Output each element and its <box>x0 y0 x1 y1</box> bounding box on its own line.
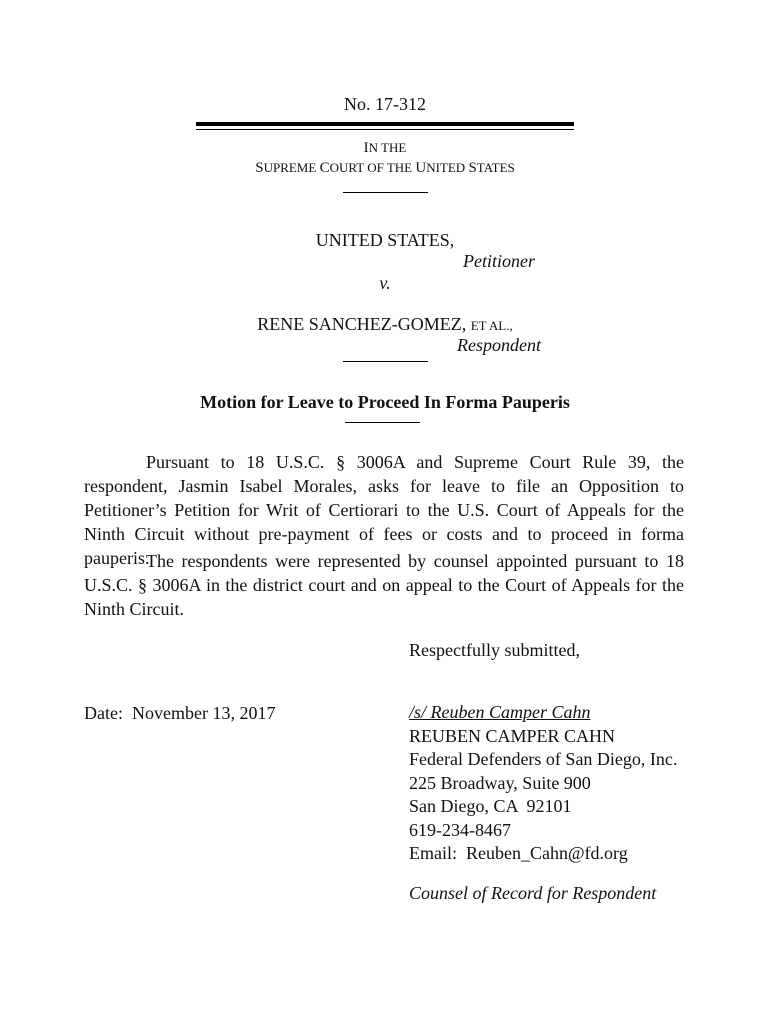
versus: v. <box>379 273 391 293</box>
motion-title: Motion for Leave to Proceed In Forma Pauperis <box>200 392 570 412</box>
counsel-role: Counsel of Record for Respondent <box>409 882 657 903</box>
docket-number: No. 17-312 <box>344 94 426 114</box>
court-line-2: SUPREME COURT OF THE UNITED STATES <box>255 160 515 176</box>
signer-address-2: San Diego, CA 92101 <box>409 796 572 816</box>
closing-text: Respectfully submitted, <box>409 640 580 660</box>
signer-address-1: 225 Broadway, Suite 900 <box>409 772 591 793</box>
body-paragraph-1: Pursuant to 18 U.S.C. § 3006A and Supreme Court Rule 39, the respondent, Jasmin Isabel Morales, asks for leave to file an Opposition to Petitioner’s Petition for Writ of Certiorari to the U.S. Court of Appeals for the Ninth Circuit without pre-payment of fees or costs and to proceed in forma pauperis. <box>84 452 684 568</box>
body-paragraph-2: The respondents were represented by counsel appointed pursuant to 18 U.S.C. § 3006A in the district court and on appeal to the Court of Appeals for the Ninth Circuit. <box>84 551 684 619</box>
court-line-1: IN THE <box>363 140 407 156</box>
petitioner-name: UNITED STATES, <box>315 230 455 250</box>
signature-block <box>409 701 677 905</box>
signer-email: Email: Reuben_Cahn@fd.org <box>409 843 628 863</box>
respondent-name: RENE SANCHEZ-GOMEZ, ET AL., <box>257 314 513 334</box>
date-line: Date: November 13, 2017 <box>84 703 276 723</box>
header-rule-thick <box>196 122 574 126</box>
petitioner-role: Petitioner <box>463 251 535 271</box>
respondent-role: Respondent <box>457 335 541 355</box>
signer-name: REUBEN CAMPER CAHN <box>409 725 616 746</box>
separator-rule-1 <box>343 192 428 193</box>
e-signature: /s/ Reuben Camper Cahn <box>409 702 591 722</box>
signer-phone: 619-234-8467 <box>409 819 511 840</box>
signer-organization: Federal Defenders of San Diego, Inc. <box>409 749 678 769</box>
separator-rule-3 <box>345 422 420 423</box>
separator-rule-2 <box>343 361 428 362</box>
header-rule-thin <box>196 129 574 130</box>
